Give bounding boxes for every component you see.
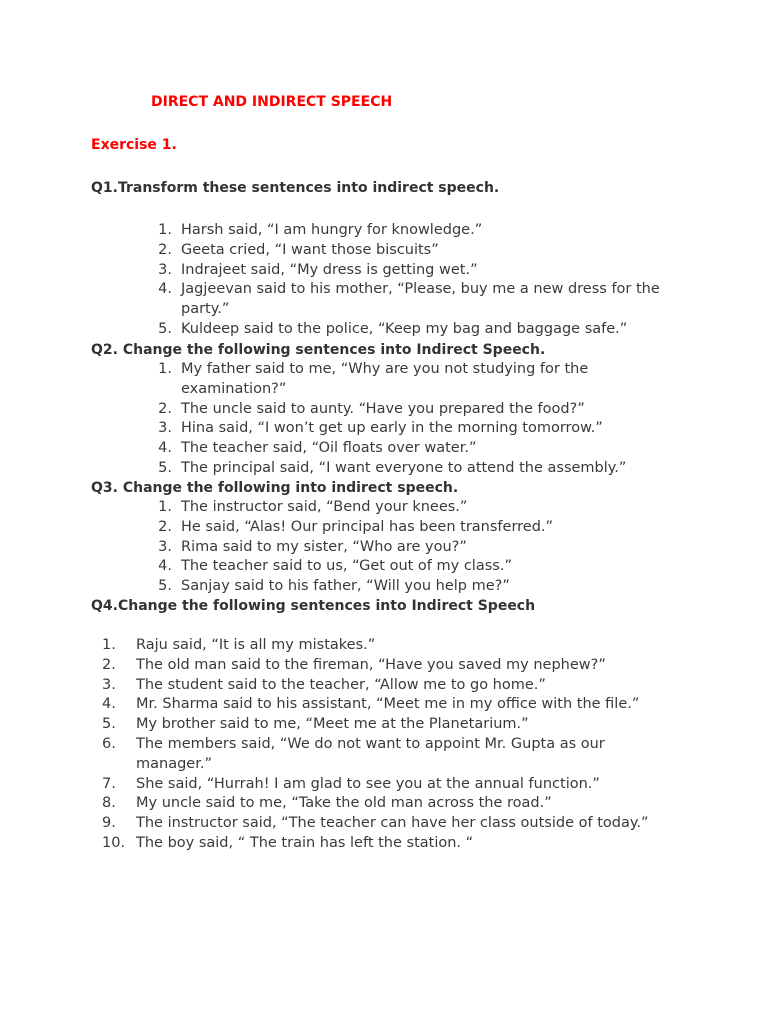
list-item: 3. The student said to the teacher, “Allow me to go home.” bbox=[102, 676, 546, 693]
list-item: 10. The boy said, “ The train has left the station. “ bbox=[102, 834, 474, 851]
list-item: 9. The instructor said, “The teacher can have her class outside of today.” bbox=[102, 815, 649, 832]
list-item: 4. The teacher said to us, “Get out of my class.” bbox=[158, 558, 512, 575]
list-item: 1. Raju said, “It is all my mistakes.” bbox=[102, 637, 376, 653]
list-item: 3. Indrajeet said, “My dress is getting wet.” bbox=[158, 261, 478, 278]
list-item: 3. Rima said to my sister, “Who are you?” bbox=[158, 538, 467, 555]
list-item: 4. The teacher said, “Oil floats over water.” bbox=[158, 440, 477, 457]
list-item: 5. Sanjay said to his father, “Will you help me?” bbox=[158, 578, 510, 595]
q3-list bbox=[158, 498, 681, 597]
list-item: 5. The principal said, “I want everyone to attend the assembly.” bbox=[158, 459, 627, 476]
q2-heading: Q2. Change the following sentences into Indirect Speech. bbox=[91, 342, 546, 358]
q4-heading: Q4.Change the following sentences into Indirect Speech bbox=[91, 598, 536, 614]
list-item: 2. Geeta cried, “I want those biscuits” bbox=[158, 241, 439, 258]
list-item: 8. My uncle said to me, “Take the old man across the road.” bbox=[102, 795, 552, 812]
list-item: 5. Kuldeep said to the police, “Keep my bag and baggage safe.” bbox=[158, 320, 628, 337]
q1-heading: Q1.Transform these sentences into indirect speech. bbox=[91, 180, 500, 196]
list-item: 2. He said, “Alas! Our principal has been transferred.” bbox=[158, 518, 554, 535]
list-item: 3. Hina said, “I won’t get up early in the morning tomorrow.” bbox=[158, 420, 603, 437]
list-item: 7. She said, “Hurrah! I am glad to see you at the annual function.” bbox=[102, 775, 600, 792]
list-item: 1. Harsh said, “I am hungry for knowledge.” bbox=[158, 222, 483, 238]
list-item: 5. My brother said to me, “Meet me at the Planetarium.” bbox=[102, 716, 529, 733]
list-item: 1. The instructor said, “Bend your knees.” bbox=[158, 499, 468, 515]
document-title: DIRECT AND INDIRECT SPEECH bbox=[151, 94, 393, 110]
list-item: 1. My father said to me, “Why are you not studying for the examination?” bbox=[158, 361, 589, 397]
list-item: 2. The uncle said to aunty. “Have you prepared the food?” bbox=[158, 400, 585, 417]
exercise-heading: Exercise 1. bbox=[91, 137, 177, 153]
q4-list bbox=[102, 636, 661, 854]
list-item: 6. The members said, “We do not want to appoint Mr. Gupta as our manager.” bbox=[102, 735, 605, 772]
q1-list bbox=[158, 221, 681, 340]
q3-heading: Q3. Change the following into indirect speech. bbox=[91, 480, 459, 496]
q2-list bbox=[158, 360, 681, 479]
list-item: 4. Jagjeevan said to his mother, “Please, buy me a new dress for the party.” bbox=[158, 281, 660, 318]
list-item: 4. Mr. Sharma said to his assistant, “Meet me in my office with the file.” bbox=[102, 696, 640, 713]
list-item: 2. The old man said to the fireman, “Have you saved my nephew?” bbox=[102, 656, 606, 673]
